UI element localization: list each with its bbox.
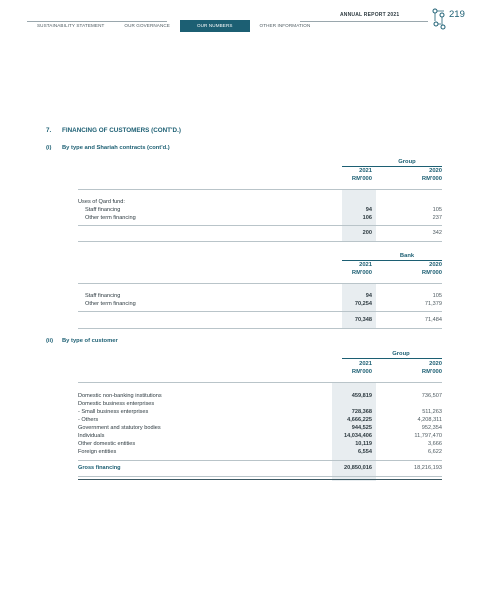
table-group-col2: 2020 RM'000 [421, 168, 442, 182]
table-group-top-rule [78, 189, 442, 190]
table-row: Individuals 14,034,406 11,797,470 [78, 433, 442, 439]
table-row: Staff financing 94 105 [85, 207, 442, 213]
subsection-2-title: By type of customer [62, 338, 118, 344]
table-row: Uses of Qard fund: [78, 199, 125, 205]
table-row: Government and statutory bodies 944,525 952,354 [78, 425, 442, 431]
table-bank-col2: 2020 RM'000 [421, 262, 442, 276]
header-rule-right [300, 21, 428, 22]
subsection-1-title: By type and Shariah contracts (cont'd.) [62, 145, 170, 151]
table-customer-bottom-rule [78, 476, 442, 477]
nav-item-sustainability[interactable]: SUSTAINABILITY STATEMENT [37, 23, 105, 28]
table-row: - Small business enterprises 728,368 511,263 [78, 409, 442, 415]
gross-financing-label: Gross financing [78, 465, 121, 471]
table-customer-top-rule [78, 382, 442, 383]
table-group-col1: 2021 RM'000 [351, 168, 372, 182]
report-title: ANNUAL REPORT 2021 [340, 12, 400, 18]
table-total-row: 70,348 71,484 [354, 317, 442, 323]
table-bank-header: Bank [399, 253, 415, 259]
top-navigation [27, 20, 320, 32]
table-customer-col1: 2021 RM'000 [351, 361, 372, 375]
section-number: 7. [46, 127, 52, 134]
table-row: Other domestic entities 10,119 3,666 [78, 441, 442, 447]
table-bank-top-rule [78, 283, 442, 284]
nav-item-other-information[interactable]: OTHER INFORMATION [259, 23, 311, 28]
table-bank-bottom-rule [78, 328, 442, 329]
table-row: Foreign entities 6,554 6,622 [78, 449, 442, 455]
table-bank-col1: 2021 RM'000 [351, 262, 372, 276]
table-row: - Others 4,666,225 4,208,311 [78, 417, 442, 423]
table-customer-double-rule [78, 479, 442, 480]
table-group-bottom-rule [78, 241, 442, 242]
table-row: Other term financing 106 237 [85, 215, 442, 221]
nav-item-governance[interactable]: OUR GOVERNANCE [124, 23, 170, 28]
table-row: Staff financing 94 105 [85, 293, 442, 299]
customer-header-rule [342, 358, 442, 359]
table-total-row: Gross financing 20,850,016 18,216,193 [78, 465, 442, 471]
table-total-row: 200 342 [362, 230, 442, 236]
table-bank-subtotal-rule [78, 311, 442, 312]
table-row: Domestic non-banking institutions 459,819 736,507 [78, 393, 442, 399]
table-group-header: Group [398, 159, 416, 165]
subsection-2-label: (ii) [46, 338, 54, 344]
nav-item-our-numbers[interactable]: OUR NUMBERS [180, 20, 250, 32]
circuit-logo-icon [431, 7, 447, 31]
table-customer-header: Group [392, 351, 410, 357]
page-number: 219 [449, 9, 465, 20]
table-customer-subtotal-rule [78, 460, 442, 461]
table-customer-col2: 2020 RM'000 [421, 361, 442, 375]
section-title: FINANCING OF CUSTOMERS (CONT'D.) [62, 127, 181, 134]
table-row: Other term financing 70,254 71,379 [85, 301, 442, 307]
subsection-1-label: (i) [46, 145, 52, 151]
table-group-subtotal-rule [78, 225, 442, 226]
table-row: Domestic business enterprises [78, 401, 155, 407]
